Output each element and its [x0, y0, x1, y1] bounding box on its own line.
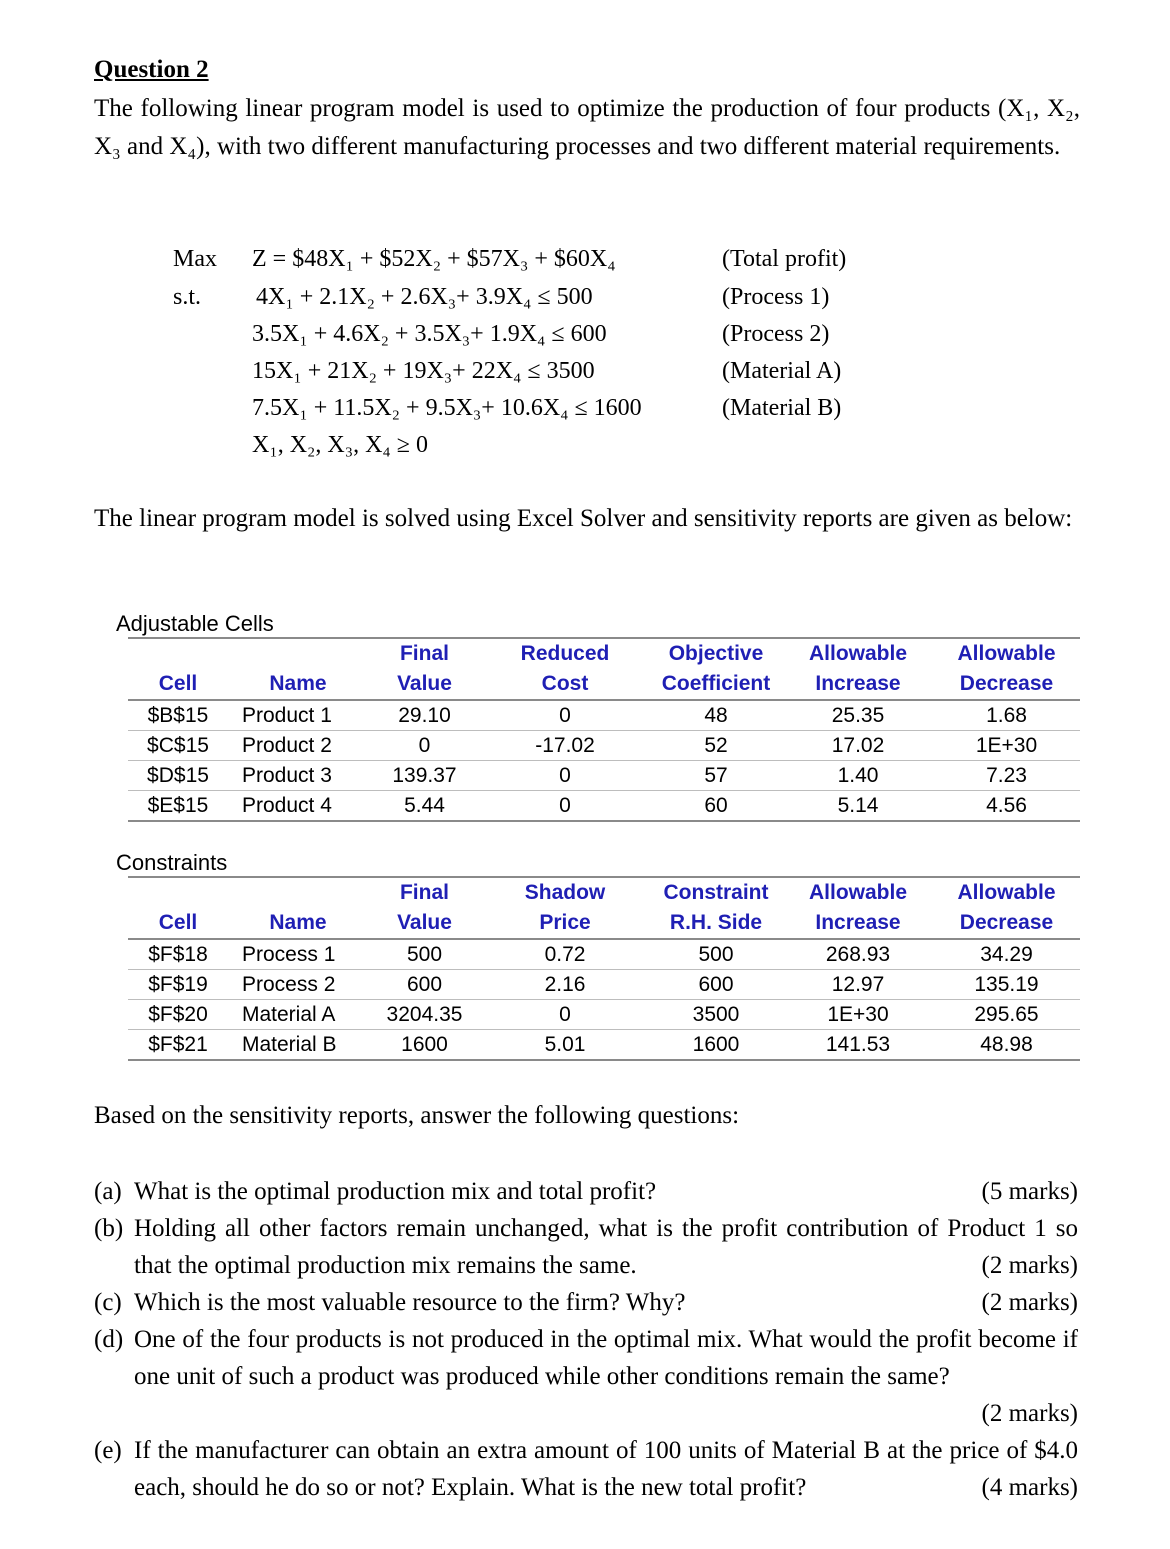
header-cell: Value — [368, 908, 481, 939]
table-cell: 3500 — [649, 1000, 783, 1030]
table-cell: 600 — [368, 970, 481, 1000]
table-cell: 1.68 — [933, 700, 1080, 731]
header-cell: Name — [228, 908, 368, 939]
table-cell: 2.16 — [481, 970, 649, 1000]
constraint-note: (Material A) — [722, 358, 842, 384]
header-cell — [128, 639, 228, 669]
header-cell: Name — [228, 669, 368, 700]
header-cell: Cell — [128, 669, 228, 700]
table-cell: 1E+30 — [783, 1000, 933, 1030]
header-row — [128, 908, 1080, 939]
table-cell: Product 4 — [242, 794, 332, 817]
table-cell: 135.19 — [933, 970, 1080, 1000]
question-marks: (5 marks) — [981, 1178, 1078, 1205]
header-cell — [228, 639, 368, 669]
table-cell: 3204.35 — [368, 1000, 481, 1030]
constraint-expr: 15X₁ + 21X₂ + 19X₃+ 22X₄ ≤ 3500 — [252, 358, 595, 384]
table-cell: $F$21 — [148, 1033, 208, 1056]
question-marks: (2 marks) — [981, 1252, 1078, 1279]
question-text: If the manufacturer can obtain an extra amount of 100 units of Material B at the price of $4.0 each, should he do so or not? Explain. What is the new total profit? — [134, 1437, 1078, 1501]
table-cell: Product 3 — [228, 761, 368, 791]
question-item — [94, 1321, 1078, 1427]
header-cell: Decrease — [933, 908, 1080, 939]
table-cell: 48 — [649, 700, 783, 731]
table-cell: Material B — [242, 1033, 337, 1056]
header-cell — [128, 878, 228, 908]
table-cell: 5.44 — [404, 794, 445, 817]
table-cell: $F$19 — [128, 970, 228, 1000]
adjustable-cells-table — [128, 637, 1080, 822]
table-cell: 29.10 — [368, 700, 481, 731]
table-cell: 1.40 — [783, 761, 933, 791]
table-cell: Material A — [228, 1000, 368, 1030]
table-cell: 25.35 — [783, 700, 933, 731]
question-text: Holding all other factors remain unchanged, what is the profit contribution of Product 1 so that the optimal production mix remains the same. — [134, 1215, 1078, 1279]
table-row — [128, 970, 1080, 1000]
based-on-paragraph: Based on the sensitivity reports, answer the following questions: — [94, 1102, 740, 1129]
question-item — [94, 1432, 1078, 1506]
question-item — [94, 1284, 1078, 1321]
header-cell: Shadow — [524, 881, 606, 904]
table-cell: 139.37 — [368, 761, 481, 791]
header-row — [128, 878, 1080, 908]
non-negativity: X₁, X₂, X₃, X₄ ≥ 0 — [252, 432, 428, 458]
st-label: s.t. — [173, 284, 202, 310]
table-cell: 0 — [481, 1000, 649, 1030]
constraint-expr: 7.5X₁ + 11.5X₂ + 9.5X₃+ 10.6X₄ ≤ 1600 — [252, 395, 642, 421]
table-cell: $C$15 — [128, 731, 228, 761]
solved-paragraph: The linear program model is solved using Excel Solver and sensitivity reports are given as below: — [94, 505, 1073, 532]
header-row — [128, 669, 1080, 700]
table-cell: Process 2 — [228, 970, 368, 1000]
table-cell: 268.93 — [783, 939, 933, 970]
header-cell: R.H. Side — [649, 908, 783, 939]
table-cell: $E$15 — [147, 794, 209, 817]
header-row — [128, 639, 1080, 669]
question-text: Which is the most valuable resource to the firm? Why? — [134, 1289, 686, 1316]
header-cell: Allowable — [808, 881, 908, 904]
table-cell: $D$15 — [128, 761, 228, 791]
table-cell: 1600 — [692, 1033, 740, 1056]
header-cell: Increase — [783, 908, 933, 939]
table-cell: 4.56 — [986, 794, 1027, 817]
constraints-label: Constraints — [116, 850, 228, 875]
adjustable-cells-label: Adjustable Cells — [116, 611, 274, 636]
constraint-note: (Material B) — [722, 395, 842, 421]
header-cell: Reduced — [520, 642, 610, 665]
table-cell: -17.02 — [481, 731, 649, 761]
question-item — [94, 1210, 1078, 1284]
table-cell: 0 — [559, 794, 571, 817]
constraint-expr: 3.5X₁ + 4.6X₂ + 3.5X₃+ 1.9X₄ ≤ 600 — [252, 321, 607, 347]
table-cell: 1E+30 — [933, 731, 1080, 761]
question-marks: (4 marks) — [981, 1474, 1078, 1501]
intro-paragraph: The following linear program model is used to optimize the production of four products (X₁, X₂, X₃ and X₄), with two different manufacturing processes and two different material requirements. — [94, 95, 1080, 160]
question-label: (d) — [94, 1326, 124, 1353]
max-label: Max — [173, 246, 217, 272]
table-cell: 7.23 — [933, 761, 1080, 791]
header-cell — [228, 878, 368, 908]
header-cell: Cell — [128, 908, 228, 939]
table-cell: Product 1 — [228, 700, 368, 731]
header-cell: Price — [481, 908, 649, 939]
table-cell: 57 — [649, 761, 783, 791]
header-cell: Constraint — [663, 881, 769, 904]
table-cell: 0 — [481, 761, 649, 791]
table-cell: 295.65 — [933, 1000, 1080, 1030]
table-cell: $F$20 — [128, 1000, 228, 1030]
table-row — [128, 791, 1080, 821]
constraint-note: (Process 2) — [722, 321, 830, 347]
question-item — [94, 1173, 1078, 1210]
table-cell: 1600 — [401, 1033, 448, 1056]
question-title: Question 2 — [94, 56, 209, 83]
question-text: What is the optimal production mix and total profit? — [134, 1178, 657, 1205]
table-cell: 12.97 — [783, 970, 933, 1000]
header-cell: Allowable — [957, 881, 1056, 904]
header-cell: Cost — [481, 669, 649, 700]
table-cell: 0.72 — [481, 939, 649, 970]
table-cell: 48.98 — [980, 1033, 1033, 1056]
table-cell: 17.02 — [783, 731, 933, 761]
constraint-note: (Process 1) — [722, 284, 830, 310]
header-cell: Allowable — [808, 642, 908, 665]
table-row — [128, 1000, 1080, 1030]
constraint-expr: 4X₁ + 2.1X₂ + 2.6X₃+ 3.9X₄ ≤ 500 — [256, 284, 593, 310]
question-marks: (2 marks) — [981, 1400, 1078, 1427]
header-cell: Objective — [668, 642, 764, 665]
objective-function: Z = $48X₁ + $52X₂ + $57X₃ + $60X₄ — [252, 246, 616, 272]
header-cell: Final — [399, 642, 449, 665]
table-row — [128, 1030, 1080, 1060]
table-row — [128, 731, 1080, 761]
question-label: (b) — [94, 1215, 124, 1242]
header-cell: Value — [368, 669, 481, 700]
objective-note: (Total profit) — [722, 246, 847, 272]
table-cell: 0 — [368, 731, 481, 761]
table-cell: 52 — [649, 731, 783, 761]
table-cell: 600 — [649, 970, 783, 1000]
header-cell: Decrease — [933, 669, 1080, 700]
table-row — [128, 761, 1080, 791]
question-label: (a) — [94, 1178, 122, 1205]
table-cell: 5.01 — [544, 1033, 586, 1056]
table-cell: 34.29 — [933, 939, 1080, 970]
question-marks: (2 marks) — [981, 1289, 1078, 1316]
table-cell: 500 — [368, 939, 481, 970]
header-cell: Allowable — [957, 642, 1056, 665]
table-cell: 60 — [704, 794, 728, 817]
question-label: (c) — [94, 1289, 122, 1316]
table-cell: Process 1 — [228, 939, 368, 970]
table-cell: 0 — [481, 700, 649, 731]
table-cell: Product 2 — [228, 731, 368, 761]
table-row — [128, 939, 1080, 970]
question-text: One of the four products is not produced in the optimal mix. What would the profit become if one unit of such a product was produced while other conditions remain the same? — [134, 1326, 1078, 1390]
table-cell: $F$18 — [128, 939, 228, 970]
header-cell: Coefficient — [649, 669, 783, 700]
question-label: (e) — [94, 1437, 122, 1464]
table-cell: 141.53 — [825, 1033, 891, 1056]
header-cell: Increase — [783, 669, 933, 700]
header-cell: Final — [399, 881, 449, 904]
table-row — [128, 700, 1080, 731]
table-cell: 500 — [649, 939, 783, 970]
table-cell: 5.14 — [837, 794, 879, 817]
constraints-table — [128, 876, 1080, 1061]
table-cell: $B$15 — [128, 700, 228, 731]
